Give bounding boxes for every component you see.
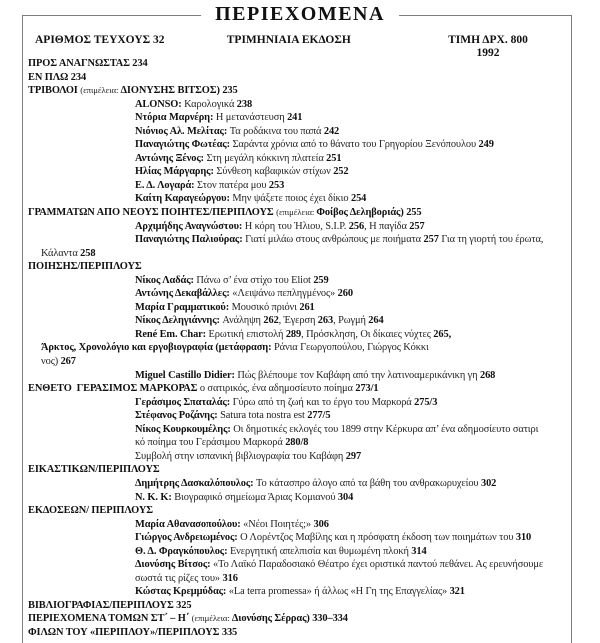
toc-segment: 257 — [423, 234, 439, 246]
toc-segment: 251 — [326, 152, 342, 164]
toc-segment: 275/3 — [414, 396, 438, 408]
toc-segment: σωστά τις ρίζες του» — [135, 572, 223, 584]
toc-segment: Νίκος Κουρκουμέλης: — [135, 423, 234, 435]
toc-segment: Γεράσιμος Σπαταλάς: — [135, 396, 233, 408]
toc-segment: ΤΡΙΒΟΛΟΙ — [28, 85, 81, 97]
toc-segment: 316 — [222, 572, 238, 584]
toc-segment: 257 — [409, 220, 425, 232]
toc-segment: ΔΙΟΝΥΣΗΣ ΒΙΤΣΟΣ) 235 — [120, 85, 238, 97]
toc-segment: 242 — [323, 125, 340, 137]
toc-segment: Ανάληψη — [222, 315, 264, 327]
toc-segment: Πάνω σ’ ένα στίχο του Eliot — [196, 274, 314, 286]
toc-line — [28, 626, 594, 640]
toc-segment: 289 — [285, 328, 302, 340]
toc-line — [28, 369, 594, 383]
toc-line — [28, 138, 594, 152]
toc-segment: 254 — [350, 193, 367, 205]
toc-line — [28, 396, 594, 410]
toc-segment: Αρχιμήδης Αναγνώστου: — [135, 220, 245, 232]
toc-segment: ΓΡΑΜΜΑΤΩΝ ΑΠΟ ΝΕΟΥΣ ΠΟΙΗΤΕΣ/ΠΕΡΙΠΛΟΥΣ — [28, 207, 277, 219]
toc-line — [28, 247, 594, 261]
toc-segment: «Το Λαϊκό Παραδοσιακό Θέατρο έχει οριστικά παντού πεθάνει. Ας ερευνήσουμε — [213, 559, 544, 571]
toc-segment: , Ρωγμή — [333, 315, 369, 327]
toc-segment: Αντώνης Ξένος: — [135, 152, 207, 164]
toc-line — [28, 518, 594, 532]
toc-segment: Το κάτασπρο άλογο από τα βάθη του ανθρακωρυχείου — [256, 477, 481, 489]
toc-segment: Στέφανος Ροζάνης: — [135, 410, 221, 422]
toc-segment: 297 — [345, 450, 362, 462]
toc-segment: 241 — [287, 112, 303, 124]
toc-segment: Ο Λορέντζος Μαβίλης και η πρόσφατη έκδοση των ποιημάτων του — [240, 532, 516, 544]
toc-line — [28, 355, 594, 369]
toc-segment: Ηλίας Μάργαρης: — [135, 166, 217, 178]
toc-line — [28, 436, 594, 450]
toc-segment: 259 — [313, 274, 329, 286]
toc-segment: 314 — [411, 545, 427, 557]
toc-segment: Δημήτρης Δασκαλόπουλος: — [135, 477, 257, 489]
toc-segment: Παναγιώτης Παλιούρας: — [135, 234, 246, 246]
toc-segment: «La terra promessa» ή άλλως «Η Γη της Επαγγελίας» — [228, 586, 450, 598]
toc-segment: Διονύσης Σέρρας) 330–334 — [231, 613, 348, 625]
toc-segment: ο σατιρικός, ένα αδημοσίευτο ποίημα — [199, 383, 356, 395]
toc-line — [28, 545, 594, 559]
toc-segment: Πώς βλέπουμε τον Καβάφη από την λατινοαμερικάνικη γη — [237, 369, 480, 381]
toc-segment: Νιόνιος Αλ. Μελίτας: — [135, 125, 230, 137]
toc-line — [28, 152, 594, 166]
toc-line — [28, 558, 594, 572]
toc-segment: 268 — [479, 369, 496, 381]
toc-line — [28, 463, 594, 477]
toc-segment: 252 — [333, 166, 349, 178]
toc-line — [28, 423, 594, 437]
toc-line — [28, 111, 594, 125]
toc-segment: ΠΕΡΙΕΧΟΜΕΝΑ ΤΟΜΩΝ ΣΤ΄ – Η΄ — [28, 613, 192, 625]
toc-segment: ΕΚΔΟΣΕΩΝ/ ΠΕΡΙΠΛΟΥΣ — [28, 505, 153, 517]
toc-segment: 249 — [478, 139, 494, 151]
toc-line — [28, 301, 594, 315]
toc-segment: 267 — [60, 356, 76, 368]
toc-segment: , Έγερση — [278, 315, 318, 327]
toc-segment: ΕΝΘΕΤΟ ΓΕΡΑΣΙΜΟΣ ΜΑΡΚΟΡΑΣ — [28, 383, 200, 395]
toc-segment: Miguel Castillo Didier: — [135, 369, 238, 381]
toc-segment: Διονύσης Βίτσος: — [135, 559, 214, 571]
toc-segment: Σύνθεση καβαφικών στίχων — [216, 166, 334, 178]
toc-segment: Μουσικό πριόνι — [231, 301, 300, 313]
toc-segment: 265, — [433, 328, 452, 340]
toc-segment: , Πρόσκληση, Οι δίκαιες νύχτες — [301, 328, 434, 340]
toc-segment: 310 — [515, 532, 532, 544]
toc-segment: Κάλαντα — [41, 247, 81, 259]
toc-line — [28, 260, 594, 274]
toc-segment: Γιατί μιλάω στους ανθρώπους με ποιήματα — [245, 234, 424, 246]
toc-line — [28, 531, 594, 545]
toc-line — [28, 192, 594, 206]
frequency-label: ΤΡΙΜΗΝΙΑΙΑ ΕΚΔΟΣΗ — [226, 34, 351, 46]
toc-segment: 256 — [348, 220, 365, 232]
toc-segment: 277/5 — [307, 410, 331, 422]
toc-segment: Βιογραφικό σημείωμα Άριας Κομιανού — [174, 491, 338, 503]
toc-segment: Στη μεγάλη κόκκινη πλατεία — [206, 152, 327, 164]
toc-line — [28, 84, 594, 98]
toc-line — [28, 477, 594, 491]
toc-line — [28, 599, 594, 613]
toc-segment: ΒΙΒΛΙΟΓΡΑΦΙΑΣ/ΠΕΡΙΠΛΟΥΣ 325 — [28, 599, 192, 611]
toc-segment: Άρκτος, Χρονολόγιο και εργοβιογραφία (μετάφραση: — [41, 342, 274, 354]
toc-line — [28, 220, 594, 234]
toc-segment: ΕΝ ΠΛΩ 234 — [28, 71, 87, 83]
toc-segment: Στον πατέρα μου — [197, 179, 269, 191]
toc-line — [28, 504, 594, 518]
year-label: 1992 — [476, 47, 500, 59]
toc-line — [28, 341, 594, 355]
toc-segment: 238 — [236, 98, 253, 110]
toc-segment: Τα ροδάκινα του παπά — [229, 125, 324, 137]
toc-segment: 264 — [368, 315, 384, 327]
toc-segment: κό ποίημα του Γεράσιμου Μαρκορά — [135, 437, 286, 449]
toc-segment: ΠΟΙΗΣΗΣ/ΠΕΡΙΠΛΟΥΣ — [28, 261, 142, 273]
toc-segment: Αντώνης Δεκαβάλλες: — [135, 288, 233, 300]
toc-line — [28, 382, 594, 396]
toc-segment: (επιμέλεια: — [80, 85, 121, 96]
toc-line — [28, 314, 594, 328]
toc-segment: Γύρω από τη ζωή και το έργο του Μαρκορά — [232, 396, 415, 408]
toc-line — [28, 233, 594, 247]
toc-segment: 260 — [337, 288, 353, 300]
toc-segment: «Λειψάνω πεπληγμένος» — [232, 288, 338, 300]
toc-segment: Φοίβος Δεληβοριάς) 255 — [316, 207, 422, 219]
toc-segment: Ερωτική επιστολή — [208, 328, 286, 340]
toc-segment: Ν. Κ. Κ: — [135, 491, 175, 503]
toc-line — [28, 491, 594, 505]
toc-segment: Νίκος Δεληγιάννης: — [135, 315, 223, 327]
toc-segment: Θ. Δ. Φραγκόπουλος: — [135, 545, 230, 557]
toc-segment: Ντόρια Μαρνέρη: — [135, 112, 216, 124]
toc-segment: Καρολογικά — [184, 98, 237, 110]
toc-segment: Ε. Δ. Λογαρά: — [135, 179, 198, 191]
toc-line — [28, 328, 594, 342]
issue-number: ΑΡΙΘΜΟΣ ΤΕΥΧΟΥΣ 32 — [35, 34, 165, 46]
toc-segment: ALONSO: — [135, 98, 185, 110]
toc-line — [28, 274, 594, 288]
toc-segment: 321 — [449, 586, 465, 598]
toc-segment: 280/8 — [285, 437, 309, 449]
toc-line — [28, 165, 594, 179]
toc-segment: ΠΡΟΣ ΑΝΑΓΝΩΣΤΑΣ 234 — [28, 58, 148, 69]
toc-segment: Σαράντα χρόνια από το θάνατο του Γρηγορίου Ξενόπουλου — [232, 139, 479, 151]
toc-segment: Satura tota nostra est — [220, 410, 308, 422]
toc-segment: Για τη γιορτή του έρωτα, — [438, 234, 544, 246]
toc-segment: Ράνια Γεωργοπούλου, Γιώργος Κόκκι — [273, 342, 429, 354]
toc-line — [28, 409, 594, 423]
toc-segment: Νίκος Λαδάς: — [135, 274, 197, 286]
toc-segment: 261 — [299, 301, 315, 313]
toc-segment: ΕΙΚΑΣΤΙΚΩΝ/ΠΕΡΙΠΛΟΥΣ — [28, 464, 160, 476]
toc-line — [28, 98, 594, 112]
toc-segment: Ενεργητική απελπισία και θυμωμένη πλοκή — [229, 545, 412, 557]
toc-segment: 304 — [337, 491, 354, 503]
toc-segment: , Η παγίδα — [364, 220, 410, 232]
toc-segment: Η μετανάστευση — [215, 112, 288, 124]
toc-segment: Μην ψάξετε ποιος έχει δίκιο — [232, 193, 351, 205]
page-title: ΠΕΡΙΕΧΟΜΕΝΑ — [201, 2, 399, 27]
toc-segment: 302 — [480, 477, 497, 489]
toc-line — [28, 572, 594, 586]
toc-segment: Κώστας Κρεμμύδας: — [135, 586, 229, 598]
toc-line — [28, 179, 594, 193]
toc-line — [28, 612, 594, 626]
toc-line — [28, 125, 594, 139]
toc-lines — [28, 57, 594, 640]
toc-segment: Μαρία Αθανασοπούλου: — [135, 518, 244, 530]
toc-segment: René Em. Char: — [135, 328, 209, 340]
toc-line — [28, 57, 594, 71]
toc-segment: Η κόρη του Ήλιου, S.I.P. — [244, 220, 349, 232]
toc-segment: Συμβολή στην ισπανική βιβλιογραφία του Καβάφη — [135, 450, 346, 462]
toc-line — [28, 585, 594, 599]
toc-segment: 263 — [317, 315, 334, 327]
toc-segment: ΦΙΛΩΝ ΤΟΥ «ΠΕΡΙΠΛΟΥ»/ΠΕΡΙΠΛΟΥΣ 335 — [28, 626, 238, 638]
toc-segment: «Νέοι Ποιητές;» — [243, 518, 314, 530]
toc-segment: (επιμέλεια: — [191, 613, 232, 624]
toc-segment: (επιμέλεια: — [276, 207, 317, 218]
toc-segment: 258 — [80, 247, 96, 259]
toc-line — [28, 206, 594, 220]
toc-segment: Γιώργος Ανδρειωμένος: — [135, 532, 241, 544]
toc-segment: νος) — [41, 356, 61, 368]
toc-line — [28, 450, 594, 464]
toc-segment: 306 — [313, 518, 329, 530]
toc-segment: Μαρία Γραμματικού: — [135, 301, 232, 313]
toc-segment: 262 — [263, 315, 279, 327]
toc-segment: Καίτη Καραγεώργου: — [135, 193, 233, 205]
toc-segment: 253 — [268, 179, 285, 191]
toc-line — [28, 287, 594, 301]
toc-line — [28, 71, 594, 85]
toc-segment: Οι δημοτικές εκλογές του 1899 στην Κέρκυρα απ’ ένα αδημοσίευτο σατιρι — [233, 423, 539, 435]
toc-segment: 273/1 — [355, 383, 379, 395]
toc-segment: Παναγιώτης Φωτέας: — [135, 139, 233, 151]
price-label: ΤΙΜΗ ΔΡΧ. 800 — [448, 34, 528, 46]
